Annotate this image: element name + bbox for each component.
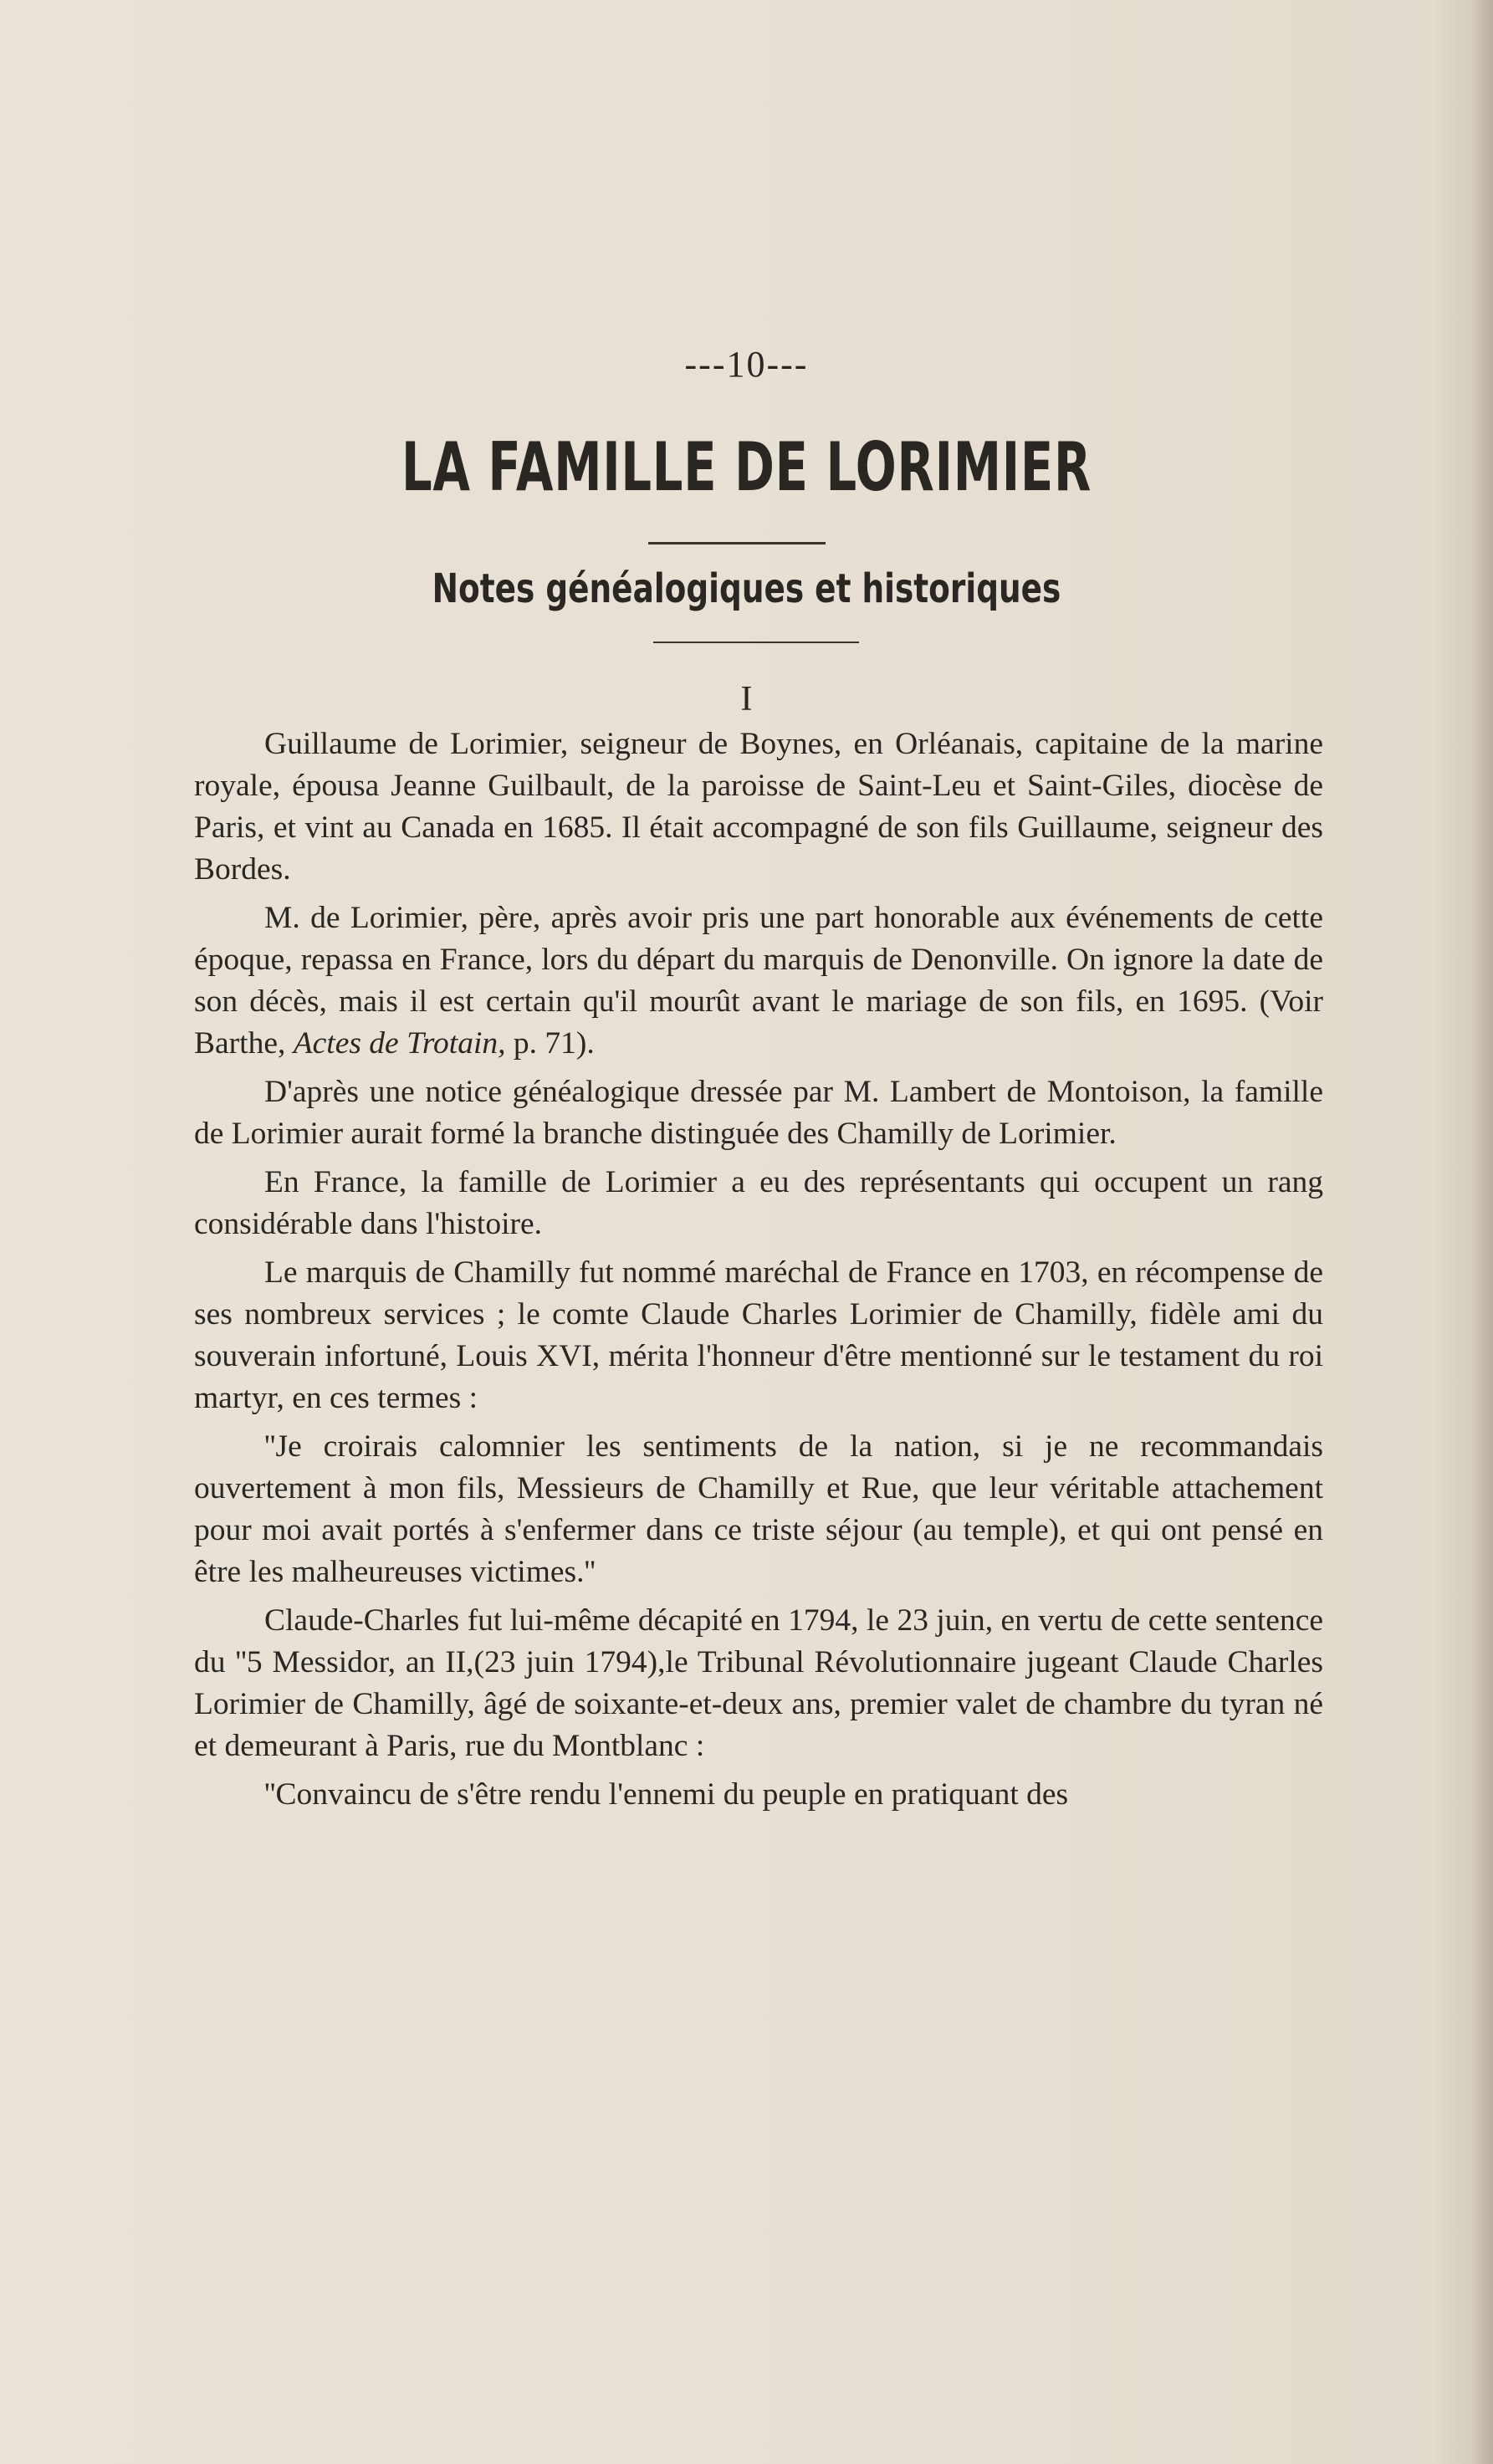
citation-italic: Actes de Trotain,	[293, 1026, 506, 1061]
body-text	[194, 723, 1323, 1822]
paragraph-text: ''Je croirais calomnier les sentiments de la nation, si je ne recommandais ouvertement à mon fils, Messieurs de Chamilly et Rue, que leur véritable attachement pour moi avait portés à s'enfermer dans ce triste séjour (au temple), et qui ont pensé en être les malheureuses victimes.''	[194, 1429, 1323, 1589]
page-number: ---10---	[684, 344, 809, 385]
paragraph-text: Claude-Charles fut lui-même décapité en 1794, le 23 juin, en vertu de cette sentence du ''5 Messidor, an II,(23 juin 1794),le Tribunal Révolutionnaire jugeant Claude Charles Lorimier de Chamilly, âgé de soixante-et-deux ans, premier valet de chambre du tyran né et demeurant à Paris, rue du Montblanc :	[194, 1603, 1323, 1763]
paragraph-text: D'après une notice généalogique dressée par M. Lambert de Montoison, la famille de Lorimier aurait formé la branche distinguée des Chamilly de Lorimier.	[194, 1075, 1323, 1151]
paragraph-text: Le marquis de Chamilly fut nommé maréchal de France en 1703, en récompense de ses nombreux services ; le comte Claude Charles Lorimier de Chamilly, fidèle ami du souverain infortuné, Louis XVI, mérita l'honneur d'être mentionné sur le testament du roi martyr, en ces termes :	[194, 1255, 1323, 1415]
paragraph	[194, 1252, 1323, 1419]
subtitle-divider	[653, 642, 859, 643]
paragraph-text: En France, la famille de Lorimier a eu des représentants qui occupent un rang considérable dans l'histoire.	[194, 1165, 1323, 1241]
title-divider	[648, 542, 826, 544]
paragraph-text: Guillaume de Lorimier, seigneur de Boynes, en Orléanais, capitaine de la marine royale, épousa Jeanne Guilbault, de la paroisse de Saint-Leu et Saint-Giles, diocèse de Paris, et vint au Canada en 1685. Il était accompagné de son fils Guillaume, seigneur des Bordes.	[194, 727, 1323, 887]
section-numeral: I	[740, 680, 753, 718]
paragraph-text: ''Convaincu de s'être rendu l'ennemi du peuple en pratiquant des	[264, 1777, 1069, 1812]
paragraph	[194, 897, 1323, 1065]
paragraph	[194, 1600, 1323, 1767]
paragraph	[194, 1774, 1323, 1816]
page-title: LA FAMILLE DE LORIMIER	[401, 428, 1092, 506]
paragraph-text: M. de Lorimier, père, après avoir pris une part honorable aux événements de cette époque, repassa en France, lors du départ du marquis de Denonville. On ignore la date de son décès, mais il est certain qu'il mourût avant le mariage de son fils, en 1695. (Voir Barthe,	[194, 901, 1323, 1061]
page-subtitle: Notes généalogiques et historiques	[432, 565, 1061, 612]
quotation-paragraph	[194, 1426, 1323, 1593]
paragraph	[194, 1162, 1323, 1245]
paragraph	[194, 723, 1323, 891]
paragraph	[194, 1071, 1323, 1155]
paragraph-text-after: p. 71).	[505, 1026, 595, 1061]
